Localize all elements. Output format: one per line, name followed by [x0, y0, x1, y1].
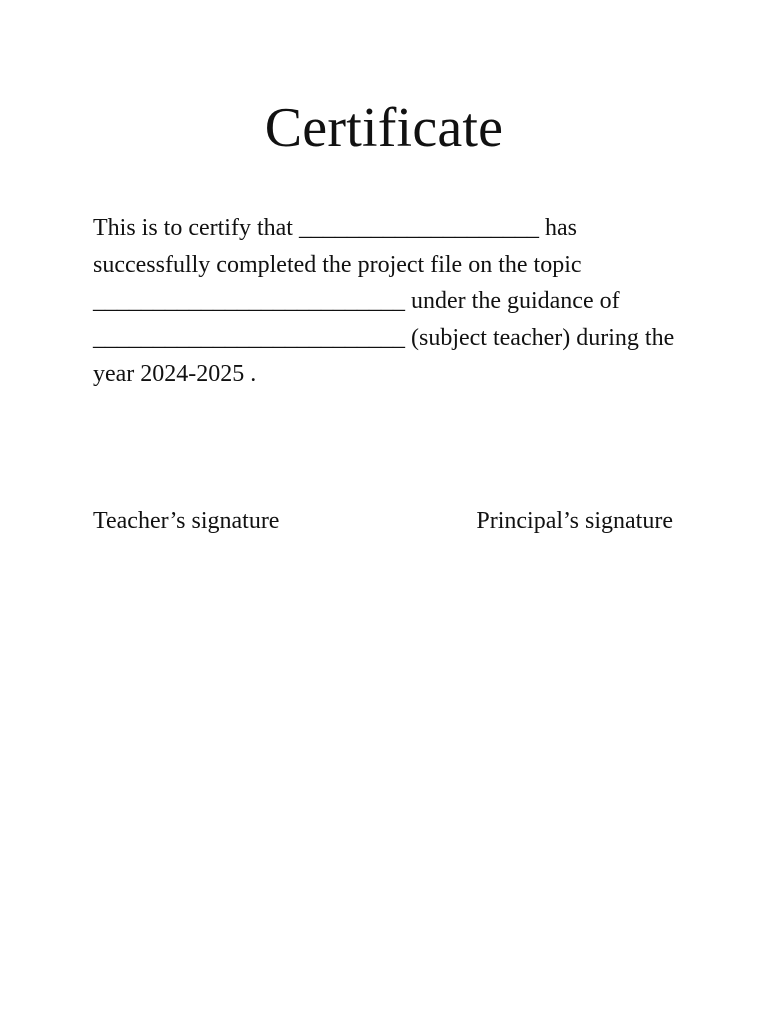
certificate-body: [93, 210, 683, 393]
body-line-4: __________________________ (subject teacher) during the: [93, 324, 675, 351]
principal-signature-label: Principal’s signature: [476, 508, 673, 534]
body-line-3: __________________________ under the guidance of: [93, 288, 620, 314]
body-line-5: year 2024-2025 .: [93, 361, 257, 387]
signature-row: [93, 503, 673, 539]
certificate-title: Certificate: [264, 97, 504, 159]
body-line-2: successfully completed the project file on the topic: [93, 251, 582, 278]
teacher-signature-label: Teacher’s signature: [93, 508, 280, 534]
body-line-1: This is to certify that ____________________ has: [93, 215, 577, 241]
